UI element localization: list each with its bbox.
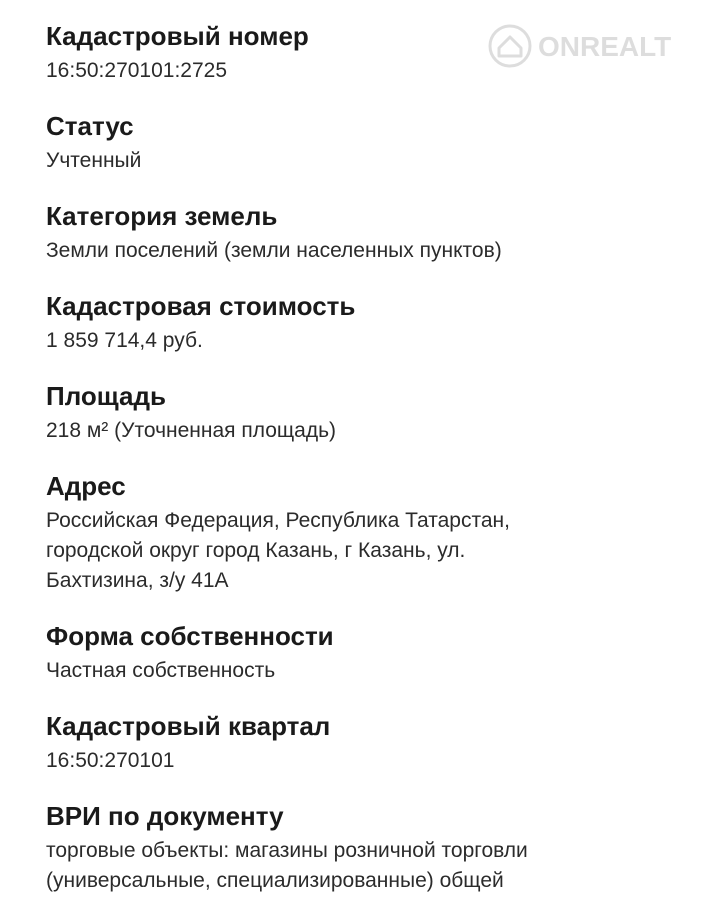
field-label: Адрес: [46, 471, 126, 501]
field-label: ВРИ по документу: [46, 801, 284, 831]
field-value: [46, 836, 686, 896]
field-value: [46, 236, 686, 266]
field-label: Кадастровый номер: [46, 21, 309, 51]
field-label: Статус: [46, 111, 134, 141]
cadastral-info-list: [46, 20, 686, 896]
field-label: Категория земель: [46, 201, 278, 231]
field-status: [46, 110, 686, 176]
field-value: [46, 746, 686, 776]
field-address: [46, 470, 686, 596]
field-value: [46, 656, 686, 686]
field-cadastral-quarter: [46, 710, 686, 776]
field-cadastral-value: [46, 290, 686, 356]
field-area: [46, 380, 686, 446]
field-value-line: 16:50:270101:2725: [46, 59, 228, 82]
field-value-line: торговые объекты: магазины розничной торговли: [46, 839, 528, 862]
field-cadastral-number: [46, 20, 686, 86]
field-value-line: Земли поселений (земли населенных пунктов): [46, 239, 502, 262]
field-value: [46, 56, 686, 86]
field-value-line: Бахтизина, з/у 41А: [46, 569, 229, 592]
field-permitted-use: [46, 800, 686, 896]
field-label: Форма собственности: [46, 621, 334, 651]
field-value-line: 1 859 714,4 руб.: [46, 329, 203, 352]
field-ownership-form: [46, 620, 686, 686]
field-value-line: 16:50:270101: [46, 749, 175, 772]
field-value-line: городской округ город Казань, г Казань, ул.: [46, 539, 466, 562]
field-value-line: Российская Федерация, Республика Татарстан,: [46, 509, 510, 532]
field-value: [46, 146, 686, 176]
field-value: [46, 416, 686, 446]
field-label: Кадастровая стоимость: [46, 291, 356, 321]
field-value-line: 218 м² (Уточненная площадь): [46, 419, 337, 442]
field-value: [46, 326, 686, 356]
field-value-line: Частная собственность: [46, 659, 276, 682]
field-label: Площадь: [46, 381, 166, 411]
field-label: Кадастровый квартал: [46, 711, 331, 741]
field-value-line: Учтенный: [46, 149, 142, 172]
field-value: [46, 506, 686, 596]
field-value-line: (универсальные, специализированные) общей: [46, 869, 504, 892]
field-land-category: [46, 200, 686, 266]
watermark-brand: ONREALT: [538, 31, 672, 62]
